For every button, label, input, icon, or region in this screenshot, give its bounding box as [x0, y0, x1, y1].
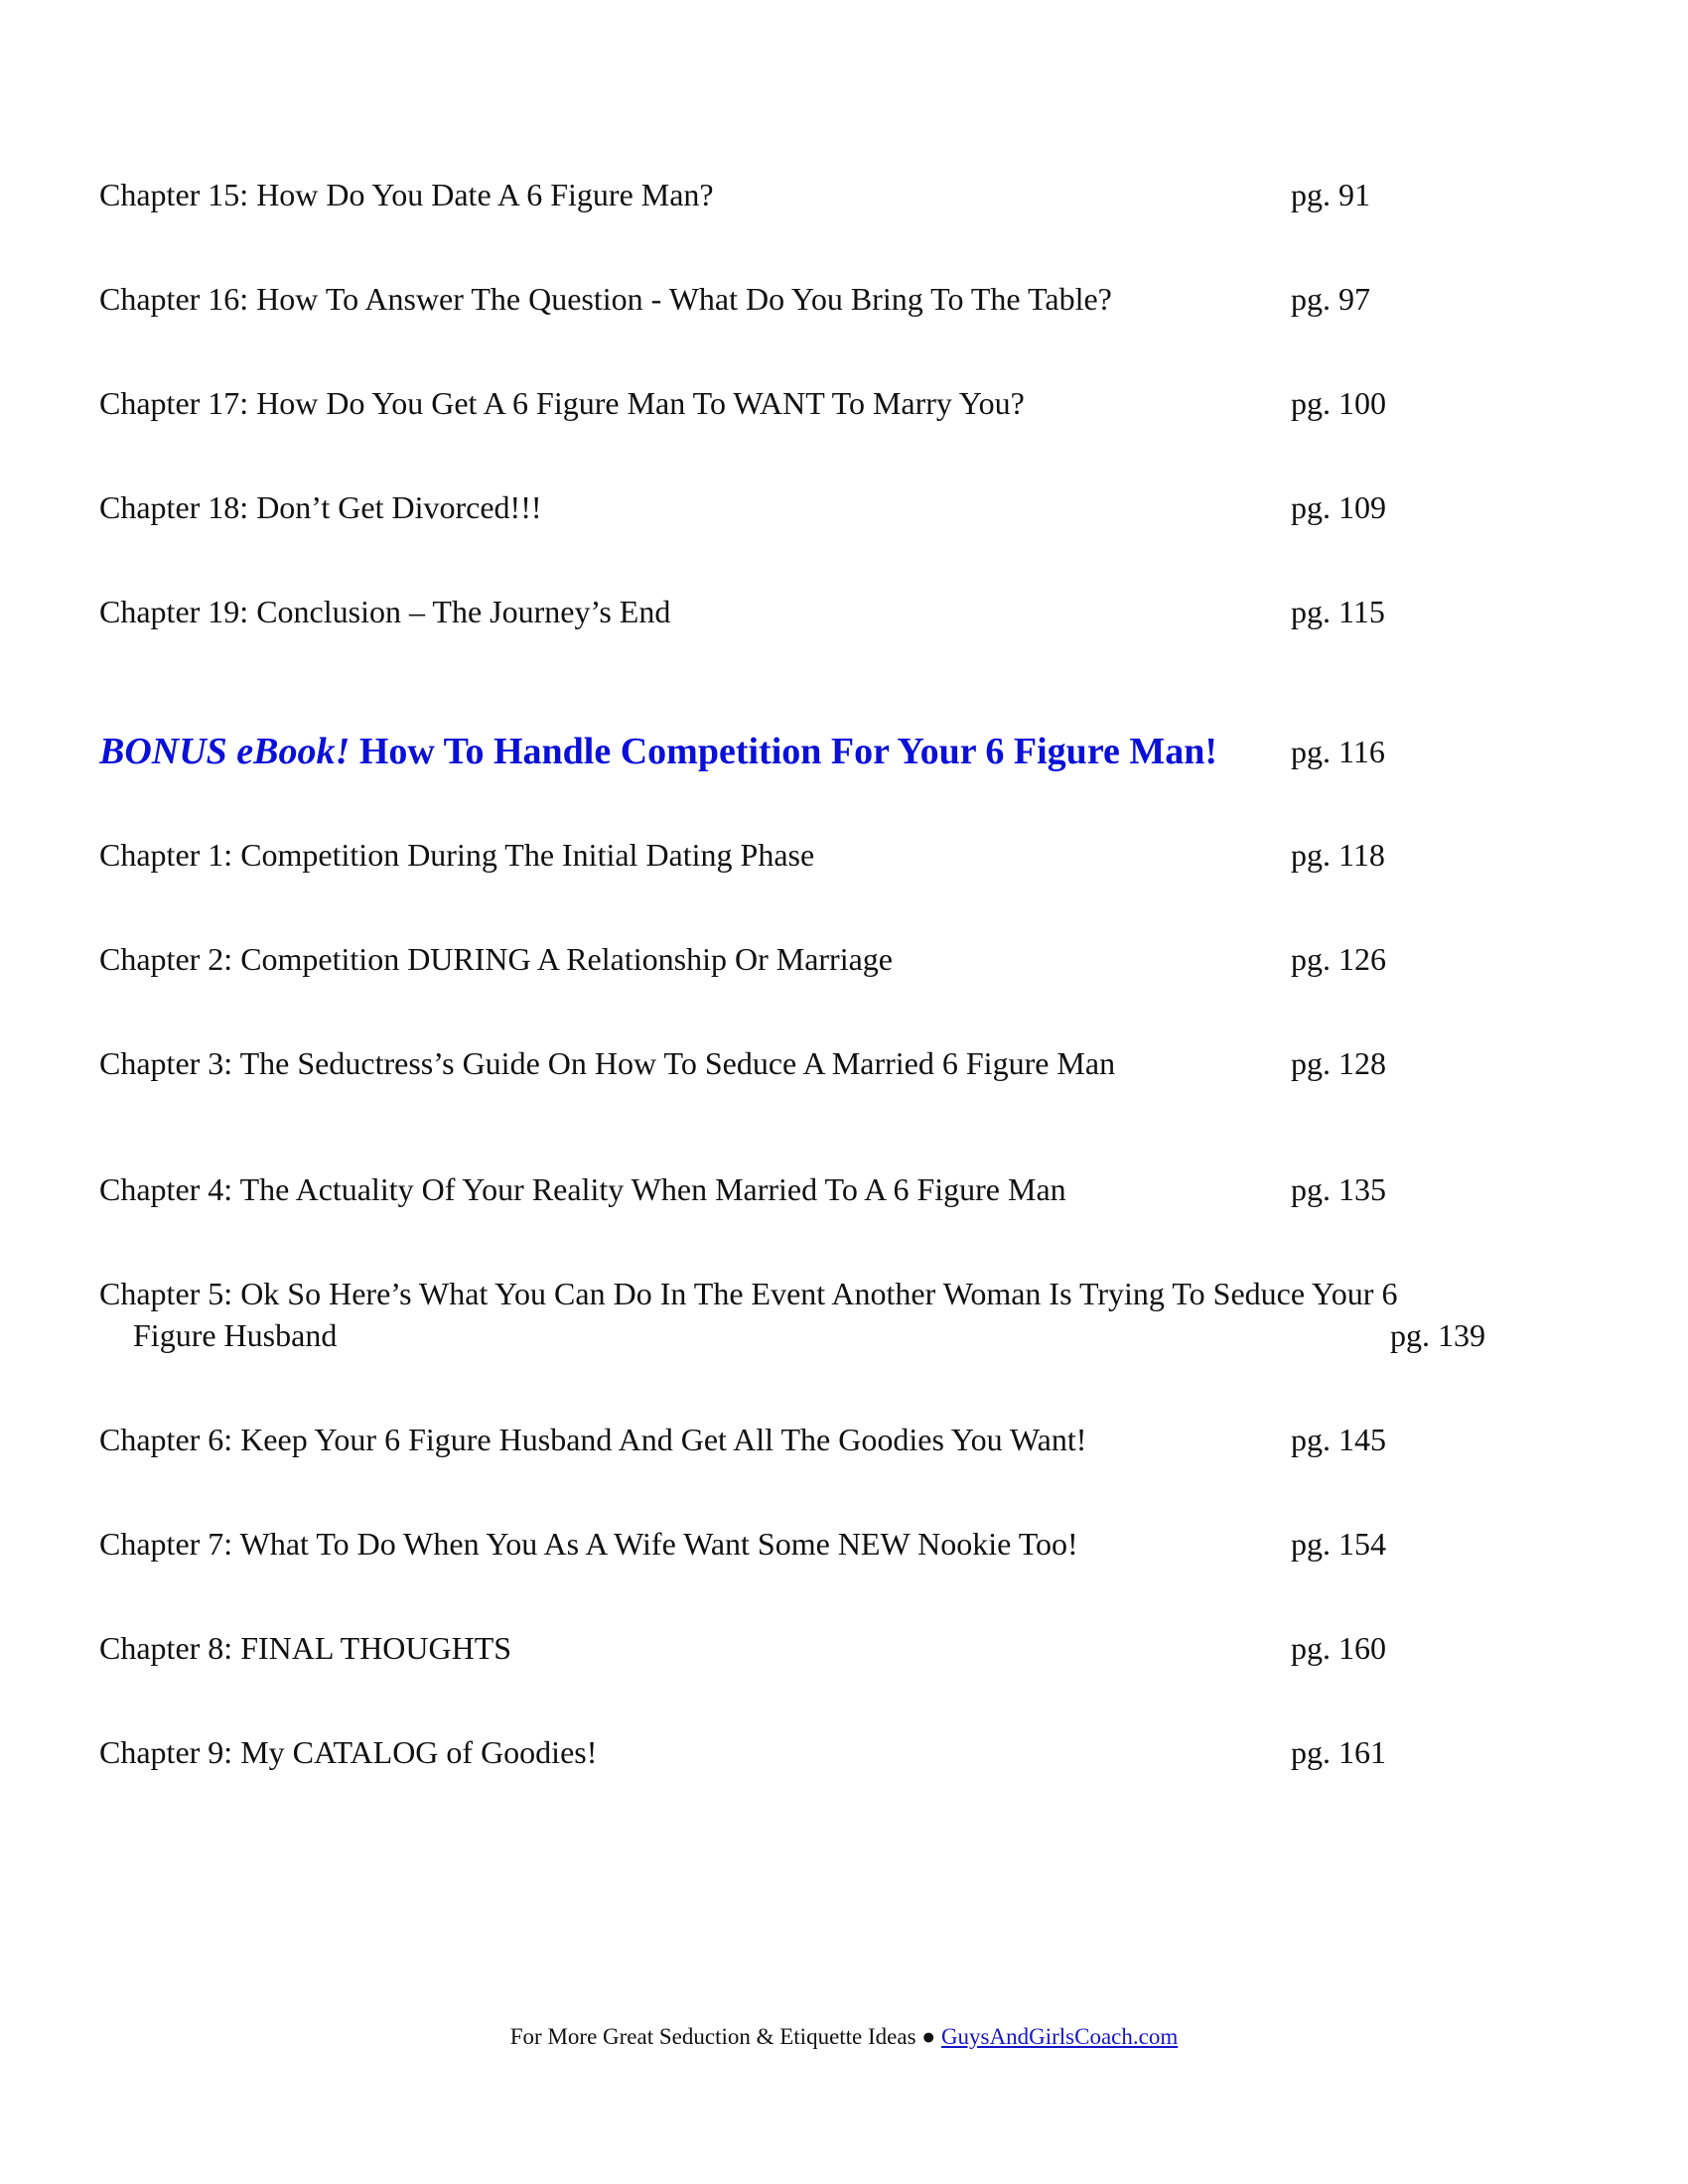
toc-entry-title: Chapter 8: FINAL THOUGHTS [99, 1630, 512, 1666]
toc-entry-page: pg. 97 [1291, 281, 1370, 317]
toc-entry-page: pg. 154 [1291, 1526, 1386, 1562]
toc-entry-page: pg. 145 [1291, 1422, 1386, 1457]
toc-entry-title: Chapter 16: How To Answer The Question - What Do You Bring To The Table? [99, 281, 1112, 317]
toc-entry-title: Chapter 9: My CATALOG of Goodies! [99, 1734, 598, 1770]
toc-entry-title-continued: Figure Husband [133, 1317, 338, 1353]
bonus-page: pg. 116 [1291, 734, 1385, 769]
toc-entry-title: Chapter 7: What To Do When You As A Wife Want Some NEW Nookie Too! [99, 1526, 1078, 1562]
toc-entry-title: Chapter 4: The Actuality Of Your Reality When Married To A 6 Figure Man [99, 1171, 1066, 1207]
toc-entry-page: pg. 160 [1291, 1630, 1386, 1666]
toc-entry-title: Chapter 3: The Seductress’s Guide On How To Seduce A Married 6 Figure Man [99, 1045, 1116, 1081]
toc-entry-page: pg. 135 [1291, 1171, 1386, 1207]
toc-entry-page: pg. 100 [1291, 385, 1386, 421]
toc-entry-page: pg. 115 [1291, 594, 1385, 629]
toc-entry-title: Chapter 1: Competition During The Initial Dating Phase [99, 837, 815, 873]
footer-text: For More Great Seduction & Etiquette Ideas ● [509, 2024, 936, 2049]
toc-entry-page: pg. 118 [1291, 837, 1385, 873]
toc-entry-title: Chapter 2: Competition DURING A Relationship Or Marriage [99, 941, 893, 977]
bonus-title: How To Handle Competition For Your 6 Figure Man! [358, 731, 1218, 772]
bonus-label: BONUS eBook! [99, 731, 351, 772]
footer-link[interactable]: GuysAndGirlsCoach.com [940, 2024, 1179, 2049]
toc-entry-title: Chapter 18: Don’t Get Divorced!!! [99, 489, 542, 525]
toc-entry-page: pg. 128 [1291, 1045, 1386, 1081]
toc-entry-page: pg. 139 [1390, 1317, 1485, 1353]
toc-entry-title: Chapter 6: Keep Your 6 Figure Husband And Get All The Goodies You Want! [99, 1422, 1087, 1457]
toc-entry-title: Chapter 19: Conclusion – The Journey’s End [99, 594, 671, 629]
page-footer [0, 2023, 1688, 2051]
bonus-heading [99, 731, 1217, 772]
toc-entry-title: Chapter 5: Ok So Here’s What You Can Do In The Event Another Woman Is Trying To Seduce Your 6 [99, 1276, 1398, 1311]
toc-entry-page: pg. 161 [1291, 1734, 1386, 1770]
toc-entry-title: Chapter 15: How Do You Date A 6 Figure Man? [99, 177, 714, 212]
toc-entry-page: pg. 91 [1291, 177, 1370, 212]
toc-entry-page: pg. 126 [1291, 941, 1386, 977]
toc-entry-page: pg. 109 [1291, 489, 1386, 525]
toc-entry-title: Chapter 17: How Do You Get A 6 Figure Man To WANT To Marry You? [99, 385, 1025, 421]
